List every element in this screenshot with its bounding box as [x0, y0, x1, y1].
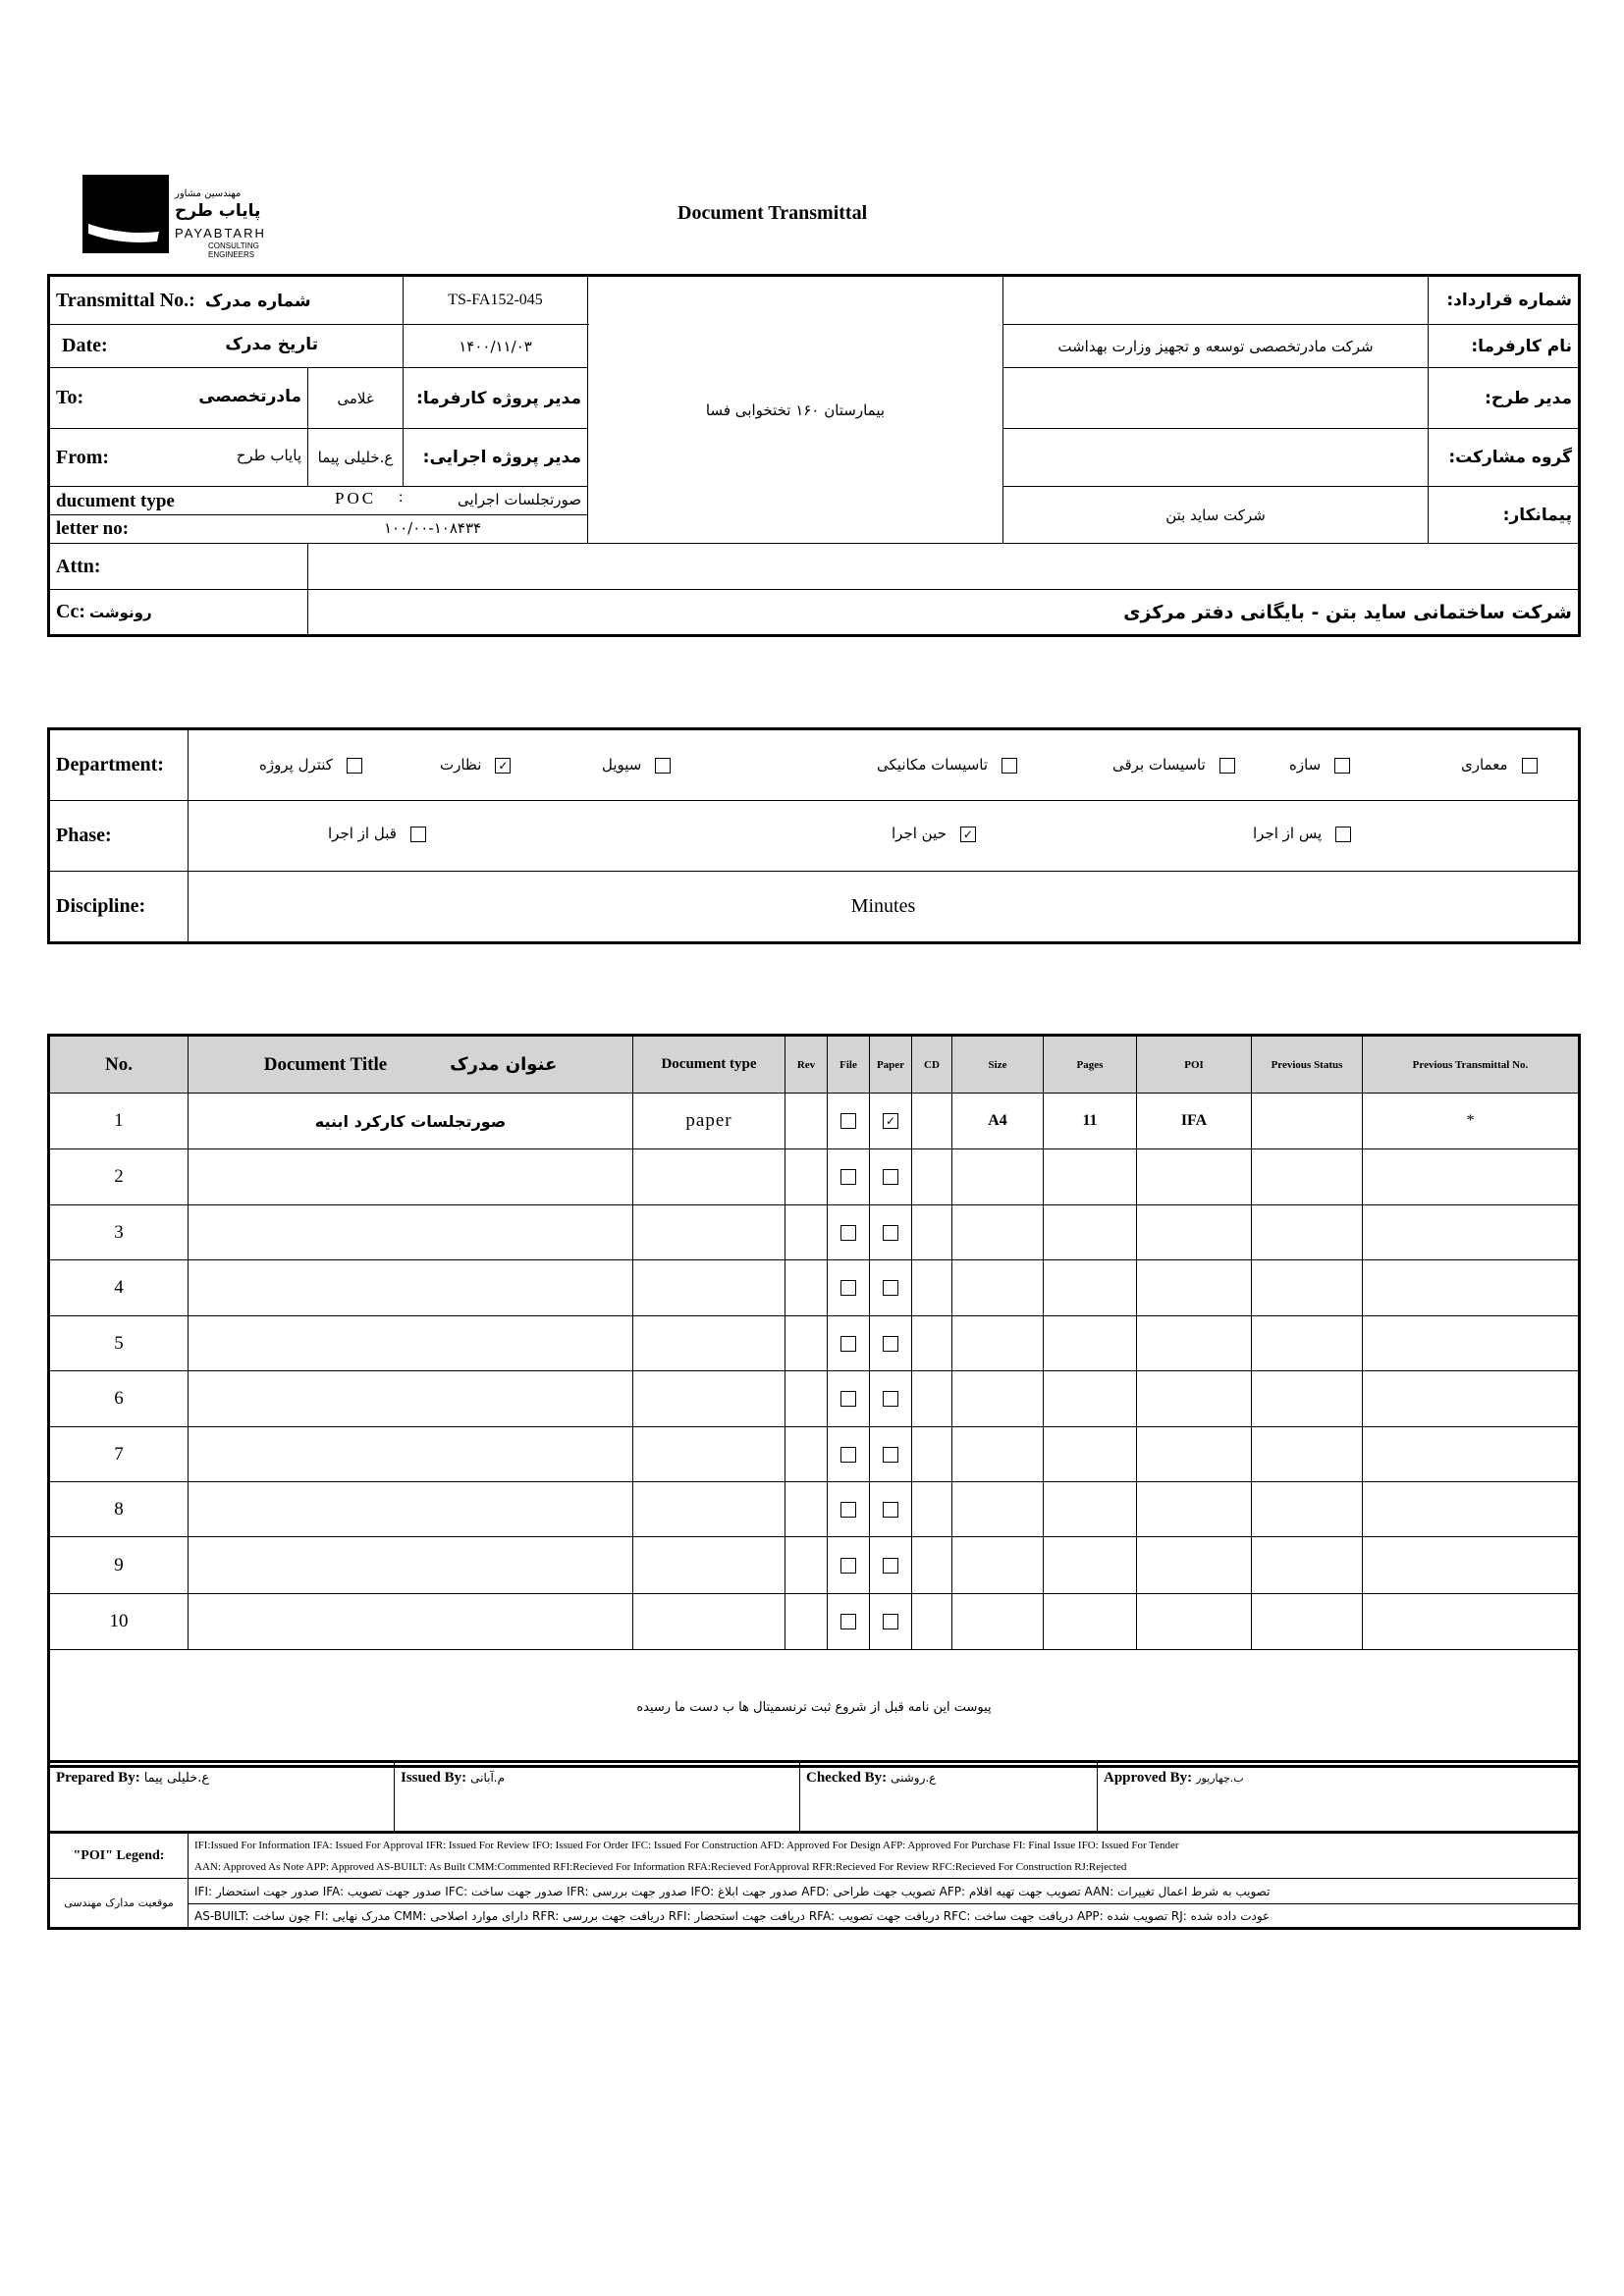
cell-pages	[1044, 1205, 1137, 1260]
phase-option-label: قبل از اجرا	[328, 824, 397, 842]
cell-rev	[785, 1537, 828, 1594]
letter-no-label: letter no:	[56, 518, 130, 539]
cell-paper	[870, 1094, 912, 1149]
to-label-cell	[50, 368, 308, 429]
issued-by-value: م.آبانی	[470, 1771, 506, 1785]
cell-pages	[1044, 1427, 1137, 1482]
issued-by-label: Issued By:	[401, 1770, 467, 1786]
cell-title: صورتجلسات کارکرد ابنیه	[189, 1094, 633, 1149]
cell-paper	[870, 1260, 912, 1316]
cell-prev-status	[1252, 1537, 1363, 1594]
cell-file	[828, 1427, 870, 1482]
cell-no: 3	[50, 1205, 189, 1260]
cell-prev-no	[1363, 1371, 1579, 1427]
phase-option-label: حین اجرا	[892, 824, 947, 842]
cell-title	[189, 1205, 633, 1260]
checkbox-icon[interactable]	[840, 1169, 856, 1185]
cell-title	[189, 1149, 633, 1205]
contract-value	[1003, 277, 1429, 325]
col-no: No.	[50, 1037, 189, 1094]
checkbox-icon[interactable]	[840, 1280, 856, 1296]
cell-cd	[912, 1537, 952, 1594]
employer-value: شرکت مادرتخصصی توسعه و تجهیز وزارت بهداشت	[1003, 325, 1429, 368]
to-label: To:	[56, 387, 84, 408]
col-size: Size	[952, 1037, 1044, 1094]
department-option-4[interactable]	[602, 756, 671, 774]
cell-prev-no	[1363, 1427, 1579, 1482]
cell-paper	[870, 1594, 912, 1650]
cc-fa-label: رونوشت	[88, 604, 152, 621]
department-option-3[interactable]	[877, 756, 1017, 774]
cell-file	[828, 1594, 870, 1650]
legend-line-4: AS-BUILT: چون ساخت FI: مدرک نهایی CMM: دارای موارد اصلاحی RFR: دریافت جهت بررسی RFI: دریافت جهت استحضار RFA: دریافت جهت تصویب RFC: دریافت جهت ساخت APP: تصویب شده RJ: عودت داده شده	[189, 1904, 1579, 1928]
cell-poi	[1137, 1594, 1252, 1650]
documents-table	[49, 1036, 1579, 1766]
doc-type-label: ducument type	[56, 491, 175, 511]
cell-paper	[870, 1482, 912, 1537]
cell-size	[952, 1537, 1044, 1594]
checkbox-icon[interactable]	[1522, 758, 1538, 774]
cell-cd	[912, 1427, 952, 1482]
table-row	[50, 1371, 1579, 1427]
department-option-6[interactable]	[259, 756, 362, 774]
cell-doc-type	[633, 1260, 785, 1316]
checkbox-icon[interactable]	[883, 1447, 898, 1463]
cell-cd	[912, 1316, 952, 1371]
cell-no: 8	[50, 1482, 189, 1537]
checkbox-icon[interactable]	[655, 758, 671, 774]
checkbox-icon[interactable]	[347, 758, 362, 774]
cell-doc-type: paper	[633, 1094, 785, 1149]
cell-doc-type	[633, 1594, 785, 1650]
department-options	[189, 730, 1579, 801]
department-option-label: معماری	[1461, 755, 1508, 774]
transmittal-no-value: TS-FA152-045	[404, 277, 588, 325]
cell-size	[952, 1316, 1044, 1371]
cell-size	[952, 1427, 1044, 1482]
department-option-2[interactable]	[1112, 756, 1235, 774]
cell-doc-type	[633, 1316, 785, 1371]
cell-poi	[1137, 1205, 1252, 1260]
checkbox-icon[interactable]: ✓	[960, 827, 976, 842]
doc-type-separator: :	[399, 489, 404, 506]
page-title: Document Transmittal	[677, 202, 868, 224]
legend-table	[49, 1833, 1579, 1928]
discipline-value: Minutes	[189, 872, 1579, 942]
cell-prev-status	[1252, 1149, 1363, 1205]
from-person: ع.خلیلی پیما	[308, 429, 404, 487]
logo-fa-top: مهندسین مشاور	[175, 188, 242, 199]
cell-pages	[1044, 1371, 1137, 1427]
logo-fa-name: پایاب طرح	[175, 201, 261, 221]
checkbox-icon[interactable]	[410, 827, 426, 842]
prepared-by-value: ع.خلیلی پیما	[143, 1771, 210, 1786]
cell-pages: 11	[1044, 1094, 1137, 1149]
cell-title	[189, 1371, 633, 1427]
cell-pages	[1044, 1149, 1137, 1205]
partner-value	[1003, 429, 1429, 487]
to-person: غلامی	[308, 368, 404, 429]
checkbox-icon[interactable]	[883, 1280, 898, 1296]
from-label-cell	[50, 429, 308, 487]
approved-by-value: ب.چهارپور	[1196, 1772, 1244, 1785]
cell-paper	[870, 1316, 912, 1371]
cell-file	[828, 1260, 870, 1316]
cell-title	[189, 1537, 633, 1594]
checked-by-value: ع.روشنی	[891, 1771, 937, 1785]
classification-table	[49, 729, 1579, 942]
col-paper: Paper	[870, 1037, 912, 1094]
department-option-label: تاسیسات برقی	[1112, 755, 1206, 774]
checkbox-icon[interactable]	[1335, 827, 1351, 842]
cell-pages	[1044, 1594, 1137, 1650]
cell-size	[952, 1482, 1044, 1537]
cell-doc-type	[633, 1205, 785, 1260]
contractor-value: شرکت ساید بتن	[1003, 487, 1429, 544]
cell-size	[952, 1205, 1044, 1260]
cell-no: 5	[50, 1316, 189, 1371]
cell-prev-no	[1363, 1149, 1579, 1205]
cell-pages	[1044, 1482, 1137, 1537]
phase-option-0[interactable]	[1253, 825, 1351, 843]
checkbox-icon[interactable]: ✓	[883, 1113, 898, 1129]
cell-poi	[1137, 1427, 1252, 1482]
logo-mark-icon	[82, 175, 169, 253]
checked-by-label: Checked By:	[806, 1770, 888, 1786]
checkbox-icon[interactable]	[840, 1614, 856, 1629]
department-label: Department:	[50, 730, 189, 801]
cell-prev-no	[1363, 1205, 1579, 1260]
date-fa-label: تاریخ مدرک	[225, 335, 318, 354]
department-option-1[interactable]	[1289, 756, 1350, 774]
phase-option-2[interactable]	[328, 825, 426, 843]
phase-option-label: پس از اجرا	[1253, 824, 1323, 842]
cell-no: 7	[50, 1427, 189, 1482]
checkbox-icon[interactable]	[883, 1614, 898, 1629]
cell-prev-no: *	[1363, 1094, 1579, 1149]
cell-doc-type	[633, 1149, 785, 1205]
cell-doc-type	[633, 1371, 785, 1427]
cell-cd	[912, 1149, 952, 1205]
legend-fa-label: موقعیت مدارک مهندسی	[50, 1879, 189, 1928]
cell-prev-status	[1252, 1094, 1363, 1149]
col-prev-no: Previous Transmittal No.	[1363, 1037, 1579, 1094]
cell-prev-no	[1363, 1482, 1579, 1537]
col-pages: Pages	[1044, 1037, 1137, 1094]
attn-label: Attn:	[56, 555, 101, 577]
transmittal-no-label-cell	[50, 277, 404, 325]
department-option-0[interactable]	[1461, 756, 1538, 774]
cell-size: A4	[952, 1094, 1044, 1149]
cell-rev	[785, 1316, 828, 1371]
department-option-5[interactable]	[440, 756, 511, 774]
cell-rev	[785, 1094, 828, 1149]
cell-no: 6	[50, 1371, 189, 1427]
cell-no: 4	[50, 1260, 189, 1316]
doc-type-fa: صورتجلسات اجرایی	[458, 491, 581, 508]
transmittal-no-fa-label: شماره مدرک	[204, 291, 311, 311]
cell-poi	[1137, 1371, 1252, 1427]
cell-cd	[912, 1371, 952, 1427]
checkbox-icon[interactable]	[883, 1336, 898, 1352]
employer-label: نام کارفرما:	[1429, 325, 1579, 368]
cell-cd	[912, 1205, 952, 1260]
cell-rev	[785, 1482, 828, 1537]
cell-title	[189, 1316, 633, 1371]
col-rev: Rev	[785, 1037, 828, 1094]
client-pm-label: مدیر پروژه کارفرما:	[404, 368, 588, 429]
partner-label: گروه مشارکت:	[1429, 429, 1579, 487]
cell-prev-no	[1363, 1260, 1579, 1316]
department-option-label: سیویل	[602, 755, 642, 774]
col-prev-status: Previous Status	[1252, 1037, 1363, 1094]
date-label-cell	[50, 325, 404, 368]
cell-prev-no	[1363, 1594, 1579, 1650]
doc-type-value: POC	[335, 489, 377, 507]
from-value: پایاب طرح	[236, 446, 301, 464]
checkbox-icon[interactable]	[840, 1113, 856, 1129]
attachment-note-text: پیوست این نامه قبل از شروع ثبت ترنسمیتال ها ب دست ما رسیده	[636, 1700, 992, 1715]
cell-file	[828, 1205, 870, 1260]
logo-en-name: PAYABTARH	[175, 226, 266, 240]
checkbox-icon[interactable]	[883, 1558, 898, 1574]
date-label: Date:	[62, 335, 108, 356]
prepared-by-cell	[50, 1763, 395, 1832]
cell-prev-status	[1252, 1427, 1363, 1482]
contractor-label: پیمانکار:	[1429, 487, 1579, 544]
checkbox-icon[interactable]	[883, 1391, 898, 1407]
cell-cd	[912, 1094, 952, 1149]
transmittal-no-label: Transmittal No.:	[56, 289, 195, 311]
to-value: مادرتخصصی	[198, 387, 301, 406]
checkbox-icon[interactable]	[840, 1558, 856, 1574]
department-option-label: کنترل پروژه	[259, 755, 333, 774]
cell-title	[189, 1260, 633, 1316]
col-title-en: Document Title	[263, 1053, 388, 1075]
col-file: File	[828, 1037, 870, 1094]
table-row	[50, 1427, 1579, 1482]
cell-poi	[1137, 1316, 1252, 1371]
legend-line-3: IFI: صدور جهت استحضار IFA: صدور جهت تصویب IFC: صدور جهت ساخت IFR: صدور جهت بررسی IFO: صدور جهت ابلاغ AFD: تصویب جهت طراحی AFP: تصویب جهت تهیه اقلام AAN: تصویب به شرط اعمال تغییرات	[189, 1879, 1579, 1904]
checked-by-cell	[800, 1763, 1098, 1832]
cell-prev-status	[1252, 1316, 1363, 1371]
cell-title	[189, 1594, 633, 1650]
cell-no: 10	[50, 1594, 189, 1650]
exec-pm-label: مدیر پروژه اجرایی:	[404, 429, 588, 487]
signature-table	[49, 1762, 1579, 1832]
cell-prev-status	[1252, 1371, 1363, 1427]
cell-size	[952, 1260, 1044, 1316]
col-cd: CD	[912, 1037, 952, 1094]
cc-label-cell	[50, 590, 308, 635]
poi-legend-label: "POI" Legend:	[50, 1834, 189, 1879]
cell-prev-no	[1363, 1316, 1579, 1371]
cell-poi: IFA	[1137, 1094, 1252, 1149]
checkbox-icon[interactable]	[1219, 758, 1235, 774]
cell-poi	[1137, 1260, 1252, 1316]
checkbox-icon[interactable]	[1334, 758, 1350, 774]
cc-value: شرکت ساختمانی ساید بتن - بایگانی دفتر مرکزی	[308, 590, 1579, 635]
cell-file	[828, 1537, 870, 1594]
attachment-note	[50, 1650, 1579, 1766]
attn-value	[308, 544, 1579, 590]
cell-paper	[870, 1205, 912, 1260]
cell-poi	[1137, 1149, 1252, 1205]
cell-paper	[870, 1149, 912, 1205]
cell-rev	[785, 1149, 828, 1205]
cell-prev-no	[1363, 1537, 1579, 1594]
department-option-label: سازه	[1289, 755, 1322, 774]
phase-option-1[interactable]	[892, 825, 976, 843]
checkbox-icon[interactable]	[1001, 758, 1017, 774]
cell-doc-type	[633, 1427, 785, 1482]
cell-no: 1	[50, 1094, 189, 1149]
checkbox-icon[interactable]: ✓	[495, 758, 511, 774]
checkbox-icon[interactable]	[840, 1336, 856, 1352]
attn-label-cell	[50, 544, 308, 590]
letter-no-value: ۱۰۰/۰۰-۱۰۸۴۳۴	[384, 519, 482, 537]
logo-en-sub: CONSULTING ENGINEERS	[208, 241, 259, 259]
table-row	[50, 1260, 1579, 1316]
approved-by-label: Approved By:	[1104, 1770, 1193, 1786]
cell-doc-type	[633, 1482, 785, 1537]
cell-poi	[1137, 1482, 1252, 1537]
cell-poi	[1137, 1537, 1252, 1594]
legend-line-2: AAN: Approved As Note APP: Approved AS-BUILT: As Built CMM:Commented RFI:Recieved For Information RFA:Recieved ForApproval RFR:Recieved For Review RFC:Recieved For Construction RJ:Rejected	[189, 1857, 1579, 1879]
table-row	[50, 1594, 1579, 1650]
cell-size	[952, 1594, 1044, 1650]
cell-file	[828, 1149, 870, 1205]
table-row	[50, 1537, 1579, 1594]
issued-by-cell	[395, 1763, 800, 1832]
table-row	[50, 1482, 1579, 1537]
checkbox-icon[interactable]	[883, 1225, 898, 1241]
cell-prev-status	[1252, 1482, 1363, 1537]
department-option-label: نظارت	[440, 755, 482, 774]
cell-cd	[912, 1594, 952, 1650]
cell-doc-type	[633, 1537, 785, 1594]
cell-file	[828, 1316, 870, 1371]
cell-no: 2	[50, 1149, 189, 1205]
date-value: ۱۴۰۰/۱۱/۰۳	[404, 325, 588, 368]
cell-file	[828, 1371, 870, 1427]
checkbox-icon[interactable]	[840, 1225, 856, 1241]
table-row	[50, 1205, 1579, 1260]
cell-prev-status	[1252, 1594, 1363, 1650]
cell-file	[828, 1094, 870, 1149]
design-manager-value	[1003, 368, 1429, 429]
prepared-by-label: Prepared By:	[56, 1770, 140, 1786]
cell-paper	[870, 1537, 912, 1594]
legend-line-1: IFI:Issued For Information IFA: Issued For Approval IFR: Issued For Review IFO: Issued For Order IFC: Issued For Construction AFD: Approved For Design AFP: Approved For Purchase FI: Final Issue IFO: Issued For Tender	[189, 1834, 1579, 1857]
approved-by-cell	[1098, 1763, 1579, 1832]
cell-file	[828, 1482, 870, 1537]
cell-no: 9	[50, 1537, 189, 1594]
phase-label: Phase:	[50, 801, 189, 872]
cell-title	[189, 1482, 633, 1537]
checkbox-icon[interactable]	[883, 1502, 898, 1518]
cell-rev	[785, 1205, 828, 1260]
phase-options	[189, 801, 1579, 872]
cell-pages	[1044, 1260, 1137, 1316]
project-name: بیمارستان ۱۶۰ تختخوابی فسا	[588, 277, 1003, 544]
table-row	[50, 1149, 1579, 1205]
col-poi: POI	[1137, 1037, 1252, 1094]
design-manager-label: مدیر طرح:	[1429, 368, 1579, 429]
col-title	[189, 1037, 633, 1094]
cell-size	[952, 1371, 1044, 1427]
cell-pages	[1044, 1537, 1137, 1594]
discipline-label: Discipline:	[50, 872, 189, 942]
cell-rev	[785, 1371, 828, 1427]
col-doc-type: Document type	[633, 1037, 785, 1094]
department-option-label: تاسیسات مکانیکی	[877, 755, 989, 774]
doctype-letter-cell	[50, 487, 588, 544]
cc-label: Cc:	[56, 601, 85, 622]
contract-label: شماره قرارداد:	[1429, 277, 1579, 325]
cell-title	[189, 1427, 633, 1482]
checkbox-icon[interactable]	[883, 1169, 898, 1185]
cell-prev-status	[1252, 1205, 1363, 1260]
cell-paper	[870, 1371, 912, 1427]
table-row	[50, 1094, 1579, 1149]
checkbox-icon[interactable]	[840, 1502, 856, 1518]
table-row	[50, 1316, 1579, 1371]
header-info-table	[49, 276, 1579, 635]
company-logo	[82, 175, 298, 259]
cell-pages	[1044, 1316, 1137, 1371]
from-label: From:	[56, 446, 110, 468]
cell-cd	[912, 1260, 952, 1316]
cell-paper	[870, 1427, 912, 1482]
cell-cd	[912, 1482, 952, 1537]
checkbox-icon[interactable]	[840, 1391, 856, 1407]
cell-rev	[785, 1594, 828, 1650]
col-title-fa: عنوان مدرک	[450, 1053, 558, 1075]
cell-rev	[785, 1427, 828, 1482]
cell-size	[952, 1149, 1044, 1205]
checkbox-icon[interactable]	[840, 1447, 856, 1463]
cell-rev	[785, 1260, 828, 1316]
cell-prev-status	[1252, 1260, 1363, 1316]
